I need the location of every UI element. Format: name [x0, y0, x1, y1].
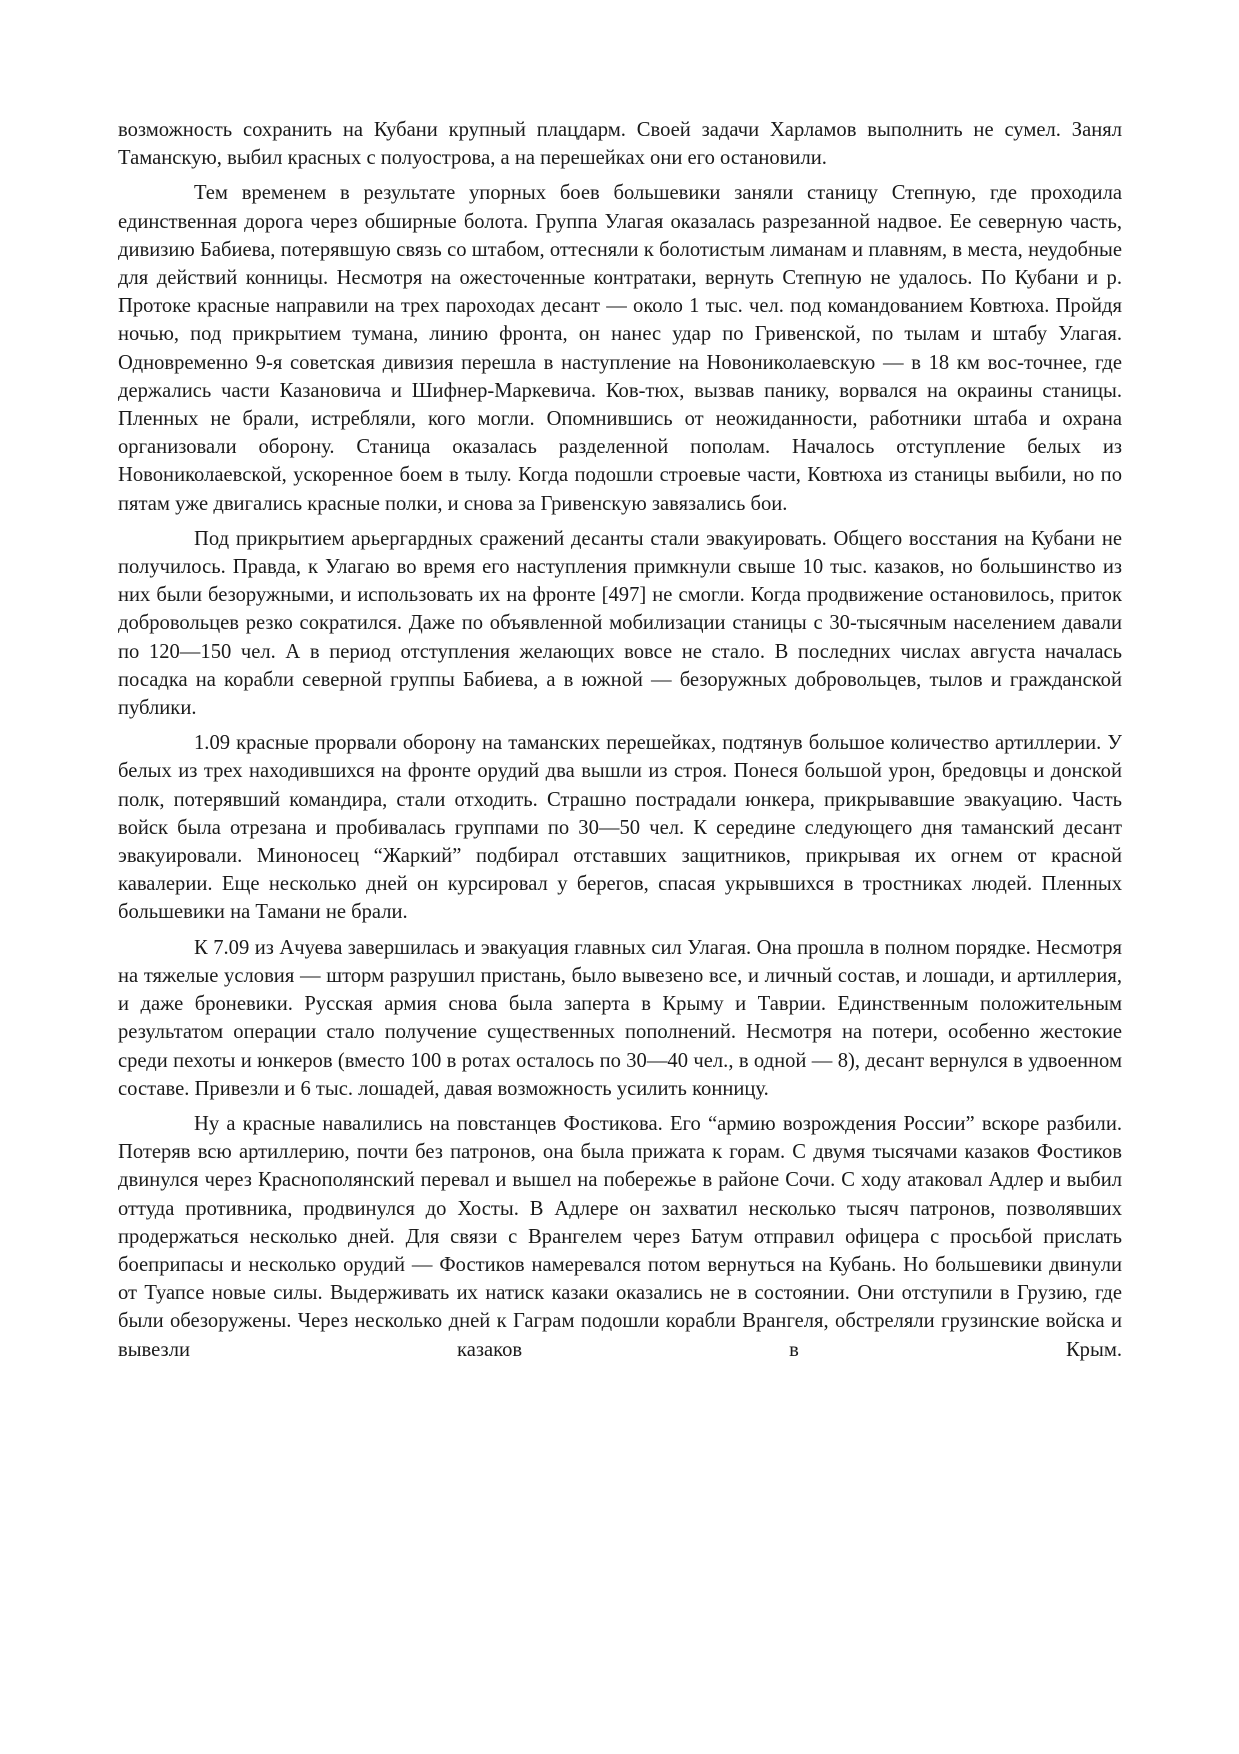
paragraph-stepnaya-battles: Тем временем в результате упорных боев большевики заняли станицу Степную, где проходила единственная дорога через обширные болота. Группа Улагая оказалась разрезанной надвое. Ее северную часть, дивизию Бабиева, потерявшую связь со штабом, оттесняли к болотистым лиманам и плавням, в места, неудобные для действий конницы. Несмотря на ожесточенные контратаки, вернуть Степную не удалось. По Кубани и р. Протоке красные направили на трех пароходах десант — около 1 тыс. чел. под командованием Ковтюха. Пройдя ночью, под прикрытием тумана, линию фронта, он нанес удар по Гривенской, по тылам и штабу Улагая. Одновременно 9-я советская дивизия перешла в наступление на Новониколаевскую — в 18 км вос-точнее, где держались части Казановича и Шифнер-Маркевича. Ков-тюх, вызвав панику, ворвался на окраины станицы. Пленных не брали, истребляли, кого могли. Опомнившись от неожиданности, работники штаба и охрана организовали оборону. Станица оказалась разделенной пополам. Началось отступление белых из Новониколаевской, ускоренное боем в тылу. Когда подошли строевые части, Ковтюха из станицы выбили, но по пятам уже двигались красные полки, и снова за Гривенскую завязались бои.	[118, 182, 1122, 515]
paragraph-achuev-evacuation: К 7.09 из Ачуева завершилась и эвакуация главных сил Улагая. Она прошла в полном порядке. Несмотря на тяжелые условия — шторм разрушил пристань, было вывезено все, и личный состав, и лошади, и артиллерия, и даже броневики. Русская армия снова была заперта в Крыму и Таврии. Единственным положительным результатом операции стало получение существенных пополнений. Несмотря на потери, особенно жестокие среди пехоты и юнкеров (вместо 100 в ротах осталось по 30—40 чел., в одной — 8), десант вернулся в удвоенном составе. Привезли и 6 тыс. лошадей, давая возможность усилить конницу.	[118, 936, 1122, 1100]
paragraph-fostikov: Ну а красные навалились на повстанцев Фостикова. Его “армию возрождения России” вскоре разбили. Потеряв всю артиллерию, почти без патронов, она была прижата к горам. С двумя тысячами казаков Фостиков двинулся через Краснополянский перевал и вышел на побережье в районе Сочи. С ходу атаковал Адлер и выбил оттуда противника, продвинулся до Хосты. В Адлере он захватил несколько тысяч патронов, позволявших продержаться несколько дней. Для связи с Врангелем через Батум отправил офицера с просьбой прислать боеприпасы и несколько орудий — Фостиков намеревался потом вернуться на Кубань. Но большевики двинули от Туапсе новые силы. Выдерживать их натиск казаки оказались не в состоянии. Они отступили в Грузию, где были обезоружены. Через несколько дней к Гаграм подошли корабли Врангеля, обстреляли грузинские войска и вывезли казаков в Крым.	[118, 1112, 1122, 1361]
paragraph-taman-breakthrough: 1.09 красные прорвали оборону на таманских перешейках, подтянув большое количество артиллерии. У белых из трех находившихся на фронте орудий два вышли из строя. Понеся большой урон, бредовцы и донской полк, потерявший командира, стали отходить. Страшно пострадали юнкера, прикрывавшие эвакуацию. Часть войск была отрезана и пробивалась группами по 30—50 чел. К середине следующего дня таманский десант эвакуировали. Миноносец “Жаркий” подбирал отставших защитников, прикрывая их огнем от красной кавалерии. Еще несколько дней он курсировал у берегов, спасая укрывшихся в тростниках людей. Пленных большевики на Тамани не брали.	[118, 732, 1122, 924]
document-page	[118, 116, 1122, 1371]
paragraph-continuation: возможность сохранить на Кубани крупный плацдарм. Своей задачи Харламов выполнить не сумел. Занял Таманскую, выбил красных с полуострова, а на перешейках они его остановили.	[118, 119, 1122, 170]
paragraph-evacuation-start: Под прикрытием арьергардных сражений десанты стали эвакуировать. Общего восстания на Кубани не получилось. Правда, к Улагаю во время его наступления примкнули свыше 10 тыс. казаков, но большинство из них были безоружными, и использовать их на фронте [497] не смогли. Когда продвижение остановилось, приток добровольцев резко сократился. Даже по объявленной мобилизации станицы с 30-тысячным населением давали по 120—150 чел. А в период отступления желающих вовсе не стало. В последних числах августа началась посадка на корабли северной группы Бабиева, а в южной — безоружных добровольцев, тылов и гражданской публики.	[118, 527, 1122, 720]
